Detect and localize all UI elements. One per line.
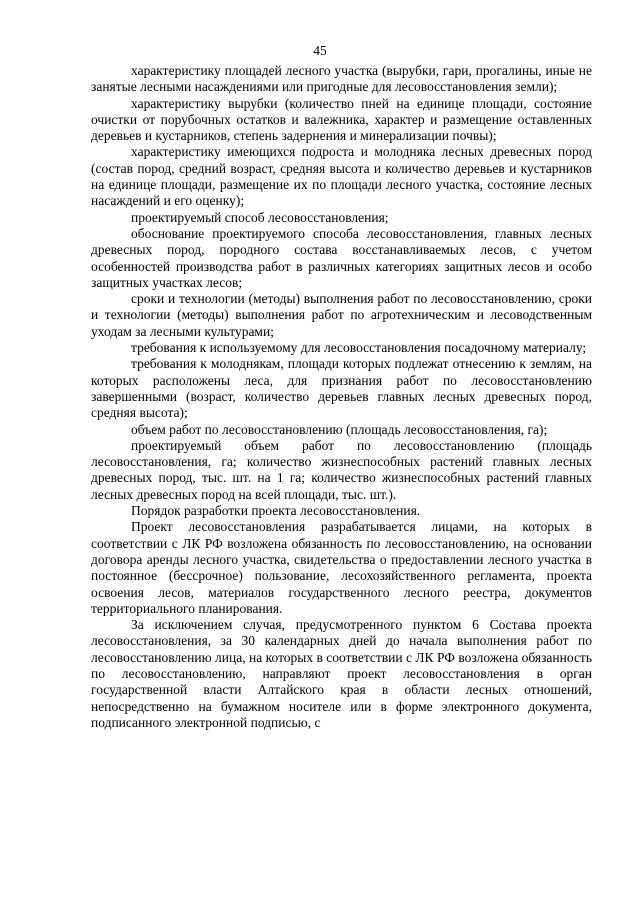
paragraph-clearing-characteristics: характеристику вырубки (количество пней на единице площади, состояние очистки от порубочных остатков и валежника, характер и размещение оставленных деревьев и кустарников, степень задернения и минерализации почвы); <box>91 95 592 144</box>
page-number: 45 <box>313 43 327 58</box>
paragraph-projected-volume: проектируемый объем работ по лесовосстановлению (площадь лесовосстановления, га; количество жизнеспособных растений главных лесных древесных пород, тыс. шт. на 1 га; количество жизнеспособных растений главных лесных древесных пород на всей площади, тыс. шт.). <box>91 437 592 502</box>
paragraph-method-justification: обоснование проектируемого способа лесовосстановления, главных лесных древесных пород, породного состава восстанавливаемых лесов, с учетом особенностей производства работ в различных категориях защитных лесов и особо защитных участках лесов; <box>91 225 592 290</box>
paragraph-work-volume: объем работ по лесовосстановлению (площадь лесовосстановления, га); <box>131 421 548 437</box>
paragraph-reforestation-method: проектируемый способ лесовосстановления; <box>131 209 389 225</box>
paragraph-planting-material: требования к используемому для лесовосстановления посадочному материалу; <box>131 340 587 356</box>
paragraph-submission: За исключением случая, предусмотренного пунктом 6 Состава проекта лесовосстановления, за 30 календарных дней до начала выполнения работ по лесовосстановлению лица, на которых в соответствии с ЛК РФ возложена обязанность по лесовосстановлению, направляют проект лесовосстановления в орган государственной власти Алтайского края в области лесных отношений, непосредственно на бумажном носителе или в форме электронного документа, подписанного электронной подписью, с <box>91 617 592 730</box>
paragraph-undergrowth-characteristics: характеристику имеющихся подроста и молодняка лесных древесных пород (состав пород, средний возраст, средняя высота и количество деревьев и кустарников на единице площади, размещение их по площади лесного участка, состояние лесных насаждений и его оценку); <box>91 144 592 209</box>
paragraph-development-procedure: Порядок разработки проекта лесовосстановления. <box>131 503 421 519</box>
paragraph-project-developers: Проект лесовосстановления разрабатывается лицами, на которых в соответствии с ЛК РФ возложена обязанность по лесовосстановлению, на основании договора аренды лесного участка, свидетельства о предоставлении лесного участка в постоянное (бессрочное) пользование, лесохозяйственного регламента, проекта освоения лесов, материалов государственного лесного реестра, документов территориального планирования. <box>91 519 592 616</box>
paragraph-young-stand-requirements: требования к молоднякам, площади которых подлежат отнесению к землям, на которых расположены леса, для признания работ по лесовосстановлению завершенными (возраст, количество деревьев главных лесных древесных пород, средняя высота); <box>91 356 592 421</box>
document-body <box>91 63 592 731</box>
paragraph-area-characteristics: характеристику площадей лесного участка (вырубки, гари, прогалины, иные не занятые лесными насаждениями или пригодные для лесовосстановления земли); <box>91 63 592 95</box>
paragraph-timing-technologies: сроки и технологии (методы) выполнения работ по лесовосстановлению, сроки и технологии (методы) выполнения работ по агротехническим и лесоводственным уходам за лесными культурами; <box>91 291 592 339</box>
